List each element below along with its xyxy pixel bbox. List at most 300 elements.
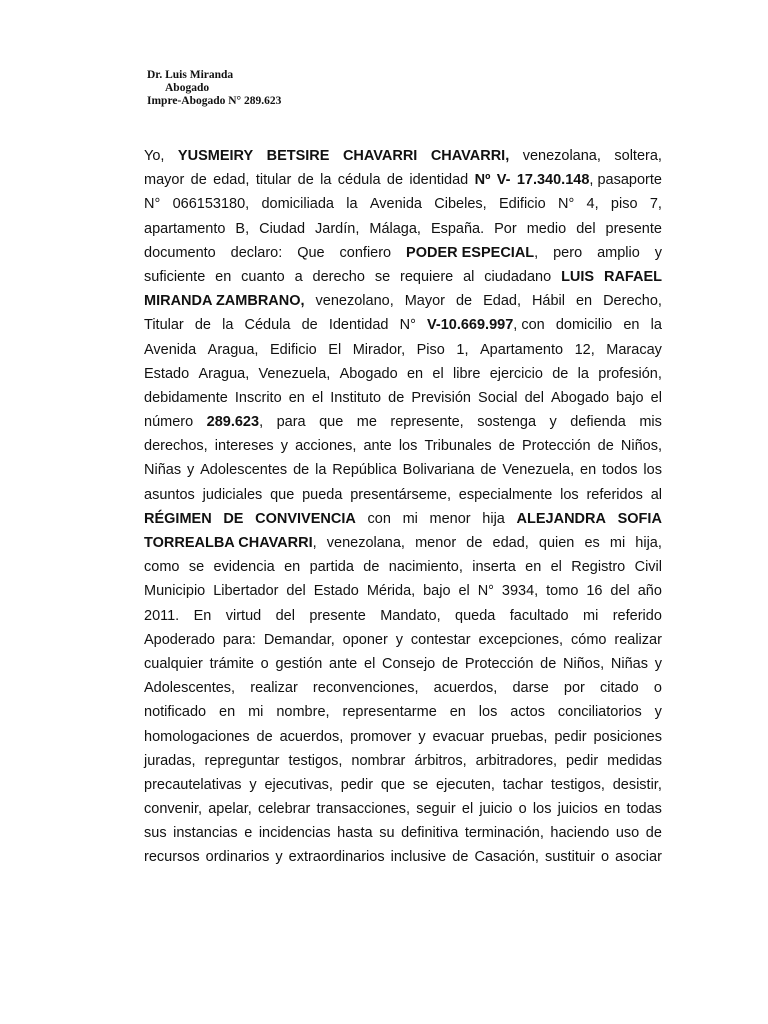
document-word: del [576, 220, 596, 237]
document-word: Cibeles, [434, 196, 487, 213]
document-line [144, 676, 662, 700]
document-word: recursos [144, 849, 200, 866]
document-word: de [190, 172, 207, 189]
document-word: Venezuela, [258, 365, 331, 382]
document-line [144, 555, 662, 579]
document-word: los [560, 486, 579, 503]
document-word: el [432, 365, 444, 382]
document-word: Aragua, [207, 341, 259, 358]
document-word: haciendo [550, 825, 610, 842]
document-word: se [374, 268, 391, 285]
document-word: Jardín, [315, 220, 360, 237]
document-word: o [518, 801, 527, 818]
document-line [144, 628, 662, 652]
document-word: V-10.669.997, con [427, 317, 545, 334]
document-word: y [280, 438, 288, 455]
document-word: Estado [313, 583, 359, 600]
letterhead [147, 69, 281, 108]
document-word: España. [430, 220, 485, 237]
document-word: ante [329, 655, 358, 672]
document-word: mi [609, 535, 626, 551]
document-word: o [260, 655, 269, 672]
document-word: medio [526, 220, 567, 237]
document-word: extraordinarios [288, 849, 385, 866]
document-word: debidamente [144, 389, 228, 406]
document-word: acciones, [295, 438, 357, 455]
document-word: bajo [423, 583, 451, 600]
document-word: Consejo [382, 655, 436, 672]
document-word: medidas [607, 752, 662, 769]
document-word: queda [455, 607, 496, 624]
document-word: promover [350, 728, 412, 745]
document-word: mi [402, 510, 418, 527]
document-word: definitiva [401, 825, 459, 842]
document-line [144, 217, 662, 241]
document-line [144, 168, 662, 192]
document-word: pueda [302, 486, 343, 503]
document-word: Titular [144, 317, 184, 334]
document-word: suficiente [144, 268, 206, 285]
document-word: 1, [456, 341, 469, 358]
document-word: e [244, 825, 253, 842]
document-word: realizar [250, 680, 298, 697]
document-word: al [463, 268, 475, 285]
document-word: amplio [597, 244, 640, 261]
document-word: apelar, [208, 801, 252, 818]
document-word: la [577, 365, 589, 382]
document-word: intereses [214, 438, 274, 455]
document-word: mi [583, 607, 599, 624]
document-word: represente, [390, 414, 464, 431]
document-word: libre [453, 365, 481, 382]
document-word: los [478, 704, 498, 721]
document-word: la [346, 196, 358, 213]
document-word: testigos, [550, 776, 605, 793]
document-word: 16 [586, 583, 603, 600]
document-word: todos [602, 462, 638, 479]
document-word: Social [478, 389, 518, 406]
document-word: de [256, 728, 273, 745]
document-word: Aragua, [198, 365, 250, 382]
document-word: nombre, [276, 704, 330, 721]
document-word: instancias [173, 825, 238, 842]
document-line [144, 362, 662, 386]
document-word: incidencias [258, 825, 331, 842]
document-word: me [356, 414, 377, 431]
document-word: Mirador, [352, 341, 406, 358]
document-word: todas [626, 801, 662, 818]
document-word: de [297, 172, 314, 189]
document-word: de [194, 317, 211, 334]
document-word: edad, [492, 535, 529, 551]
document-word: 4, [586, 196, 599, 213]
document-word: referidos [586, 486, 643, 503]
document-word: y [654, 704, 662, 721]
document-word: Piso [416, 341, 445, 358]
document-word: cédula [337, 172, 381, 189]
document-word: judiciales [202, 486, 263, 503]
document-word: Edad, [483, 293, 521, 310]
document-word: a [294, 268, 303, 285]
document-word: los [398, 438, 418, 455]
document-word: se [412, 776, 429, 793]
document-word: ejecutivas, [264, 776, 333, 793]
document-word: MIRANDA ZAMBRANO, [144, 293, 305, 310]
document-word: del [524, 389, 544, 406]
document-word: apartamento [144, 220, 226, 237]
document-word: de [466, 535, 483, 551]
document-word: mayor [144, 172, 185, 189]
document-word: su [379, 825, 395, 842]
document-word: Hábil [531, 293, 565, 310]
document-word: pedir [554, 728, 587, 745]
document-word: es [584, 535, 600, 551]
document-word: menor [429, 510, 471, 527]
document-word: Apoderado [144, 631, 215, 648]
document-word: del [286, 583, 306, 600]
document-line [144, 579, 662, 603]
document-word: 289.623, [206, 414, 264, 431]
document-word: oponer [342, 631, 388, 648]
document-word: pedir [340, 776, 374, 793]
document-word: 3934, [501, 583, 539, 600]
document-word: V- [496, 172, 511, 189]
document-word: venezolana, [326, 535, 405, 551]
document-word: ciudadano [484, 268, 552, 285]
document-word: Yo, [144, 148, 165, 164]
document-word: facultado [509, 607, 569, 624]
document-word: de [452, 849, 469, 866]
document-word: Adolescentes, [144, 680, 236, 697]
document-word: hija, [635, 535, 662, 551]
document-word: de [597, 438, 614, 455]
document-word: BETSIRE [266, 148, 330, 164]
document-word: TORREALBA CHAVARRI, [144, 535, 317, 551]
document-word: de [498, 438, 515, 455]
document-word: presentárseme, [350, 486, 451, 503]
document-line [144, 434, 662, 458]
document-line [144, 313, 662, 337]
document-word: documento [144, 244, 216, 261]
document-line [144, 192, 662, 216]
document-word: confiero [339, 244, 392, 261]
document-word: RÉGIMEN [144, 510, 212, 527]
document-word: juicios [557, 801, 598, 818]
document-word: evacuar [432, 728, 485, 745]
document-word: de [540, 655, 557, 672]
document-word: quien [538, 535, 575, 551]
document-word: gestión [275, 655, 323, 672]
document-word: de [293, 462, 310, 479]
document-word: la [320, 172, 332, 189]
document-word: sus [144, 825, 167, 842]
document-word: la [650, 317, 662, 334]
document-word: en [449, 704, 466, 721]
document-word: hija [482, 510, 505, 527]
document-word: CONVIVENCIA [255, 510, 356, 527]
document-word: edad, [213, 172, 250, 189]
document-word: YUSMEIRY [177, 148, 254, 164]
document-word: Adolescentes [200, 462, 288, 479]
document-word: titular [255, 172, 292, 189]
document-word: que [270, 486, 295, 503]
document-word: transacciones, [316, 801, 411, 818]
document-word: en [288, 389, 305, 406]
document-line [144, 749, 662, 773]
document-word: en [623, 317, 640, 334]
document-word: N° [399, 317, 416, 334]
document-line [144, 604, 662, 628]
document-word: Que [297, 244, 325, 261]
document-word: se [188, 559, 205, 576]
document-word: el [458, 583, 470, 600]
document-word: citado [600, 680, 639, 697]
document-word: de [455, 293, 473, 310]
document-word: Mandato, [380, 607, 441, 624]
document-word: pruebas, [490, 728, 548, 745]
document-word: 7, [649, 196, 662, 213]
document-line [144, 652, 662, 676]
document-word: repreguntar [204, 752, 280, 769]
document-word: cómo [571, 631, 607, 648]
document-word: Edificio [270, 341, 317, 358]
document-line [144, 289, 662, 313]
document-word: Por [494, 220, 517, 237]
document-word: Abogado [551, 389, 610, 406]
document-line [144, 507, 662, 531]
document-word: piso [610, 196, 638, 213]
document-word: la [222, 317, 234, 334]
document-word: N° [477, 583, 494, 600]
document-word: como [144, 559, 180, 576]
document-word: uso [615, 825, 640, 842]
document-word: para [276, 414, 306, 431]
document-word: N° [144, 196, 161, 213]
document-word: menor [415, 535, 457, 551]
document-line [144, 797, 662, 821]
document-word: precautelativas [144, 776, 242, 793]
document-word: CHAVARRI [342, 148, 418, 164]
document-word: homologaciones [144, 728, 250, 745]
document-word: profesión, [598, 365, 662, 382]
document-word: representarme [342, 704, 437, 721]
document-word: del [275, 607, 295, 624]
document-word: Nº [474, 172, 491, 189]
document-line [144, 458, 662, 482]
document-word: que [319, 414, 344, 431]
document-word: requiere [400, 268, 454, 285]
document-word: Málaga, [369, 220, 421, 237]
document-word: bajo [616, 389, 644, 406]
document-word: mi [248, 704, 264, 721]
document-word: tachar [502, 776, 544, 793]
document-word: Abogado [339, 365, 398, 382]
document-word: o [653, 680, 662, 697]
document-word: Niños, [620, 438, 662, 455]
document-word: El [328, 341, 342, 358]
document-word: tomo [546, 583, 579, 600]
document-word: Tribunales [424, 438, 492, 455]
document-word: y [654, 655, 662, 672]
document-word: cualquier [144, 655, 203, 672]
document-word: especialmente [458, 486, 553, 503]
document-word: referido [612, 607, 662, 624]
document-word: Venezuela, [502, 462, 575, 479]
document-word: actos [510, 704, 545, 721]
document-word: cuanto [241, 268, 285, 285]
document-word: LUIS [561, 268, 595, 285]
document-word: Niñas [144, 462, 182, 479]
document-word: Edificio [498, 196, 546, 213]
document-word: República [332, 462, 397, 479]
document-word: 066153180, [172, 196, 250, 213]
document-word: en [215, 268, 232, 285]
document-word: en [604, 801, 621, 818]
document-line [144, 821, 662, 845]
document-word: y [186, 462, 195, 479]
document-word: y [654, 244, 662, 261]
document-word: Protección [522, 438, 591, 455]
document-word: testigos, [288, 752, 343, 769]
document-word: árbitros, [414, 752, 467, 769]
document-word: de [386, 172, 404, 189]
document-word: conciliatorios [557, 704, 642, 721]
document-word: Avenida [369, 196, 422, 213]
document-word: de [388, 389, 405, 406]
document-word: Registro [571, 559, 626, 576]
document-word: Civil [634, 559, 662, 576]
document-word: Apartamento [480, 341, 564, 358]
document-line [144, 483, 662, 507]
document-word: Identidad [328, 317, 389, 334]
document-line [144, 241, 662, 265]
document-word: pedir [565, 752, 599, 769]
document-word: juradas, [144, 752, 196, 769]
document-word: N° [557, 196, 575, 213]
document-word: PODER ESPECIAL, [406, 244, 539, 261]
document-line [144, 144, 662, 168]
document-word: el [650, 389, 662, 406]
document-word: asuntos [144, 486, 195, 503]
document-line [144, 700, 662, 724]
document-word: DE [223, 510, 244, 527]
document-word: Mayor [404, 293, 445, 310]
document-word: y [249, 776, 257, 793]
document-word: Demandar, [263, 631, 335, 648]
document-word: que [380, 776, 406, 793]
document-word: por [563, 680, 585, 697]
document-word: derechos, [144, 438, 208, 455]
document-word: ante [363, 438, 392, 455]
document-word: inclusive [390, 849, 447, 866]
document-word: defienda [570, 414, 626, 431]
document-word: y [418, 728, 426, 745]
document-word: asociar [615, 849, 662, 866]
document-word: ALEJANDRA [516, 510, 606, 527]
document-line [144, 725, 662, 749]
document-word: acuerdos, [433, 680, 498, 697]
document-word: SOFIA [617, 510, 662, 527]
document-word: en [406, 365, 424, 382]
document-line [144, 845, 662, 869]
document-word: notificado [144, 704, 207, 721]
document-word: seguir [416, 801, 456, 818]
document-word: en [575, 293, 593, 310]
document-word: evidencia [213, 559, 275, 576]
document-word: juicio [479, 801, 513, 818]
document-line [144, 386, 662, 410]
document-word: en [219, 704, 236, 721]
document-word: venezolana, [522, 148, 601, 164]
document-body [144, 144, 662, 870]
document-word: soltera, [614, 148, 662, 164]
document-word: 2011. [144, 607, 180, 624]
document-word: pero [553, 244, 583, 261]
document-word: RAFAEL [603, 268, 662, 285]
document-word: Libertador [213, 583, 279, 600]
document-word: domicilio [555, 317, 613, 334]
document-word: la [315, 462, 327, 479]
document-word: En [193, 607, 212, 624]
document-word: inserta [472, 559, 516, 576]
document-word: sustituir [545, 849, 595, 866]
document-word: domiciliada [261, 196, 334, 213]
document-word: posiciones [593, 728, 662, 745]
document-word: Protección [464, 655, 534, 672]
document-word: en [284, 559, 301, 576]
document-word: excepciones, [478, 631, 564, 648]
document-word: ejercicio [489, 365, 543, 382]
document-word: CHAVARRI, [430, 148, 510, 164]
document-word: convenir, [144, 801, 203, 818]
document-word: Ciudad [259, 220, 306, 237]
document-line [144, 531, 662, 555]
document-line [144, 265, 662, 289]
document-word: y [395, 631, 403, 648]
document-word: Previsión [411, 389, 471, 406]
document-word: del [610, 583, 630, 600]
document-line [144, 338, 662, 362]
document-word: partida [309, 559, 354, 576]
document-word: y [549, 414, 557, 431]
document-word: arbitradores, [475, 752, 558, 769]
document-word: de [552, 365, 569, 382]
document-word: el [461, 801, 474, 818]
document-word: virtud [225, 607, 262, 624]
document-word: en [525, 559, 542, 576]
document-line [144, 410, 662, 434]
document-word: año [637, 583, 662, 600]
document-word: identidad [409, 172, 469, 189]
document-word: número [144, 414, 194, 431]
document-word: hasta [337, 825, 373, 842]
document-word: venezolano, [315, 293, 394, 310]
document-word: al [650, 486, 662, 503]
document-word: de [363, 559, 380, 576]
document-word: sostenga [477, 414, 537, 431]
document-word: en [580, 462, 597, 479]
document-word: contestar [410, 631, 471, 648]
document-word: declaro: [230, 244, 283, 261]
document-word: realizar [614, 631, 662, 648]
document-word: 12, [574, 341, 595, 358]
document-line [144, 773, 662, 797]
document-word: para: [222, 631, 256, 648]
document-word: ordinarios [205, 849, 270, 866]
document-word: Derecho, [603, 293, 662, 310]
document-word: presente [309, 607, 366, 624]
document-word: o [601, 849, 610, 866]
